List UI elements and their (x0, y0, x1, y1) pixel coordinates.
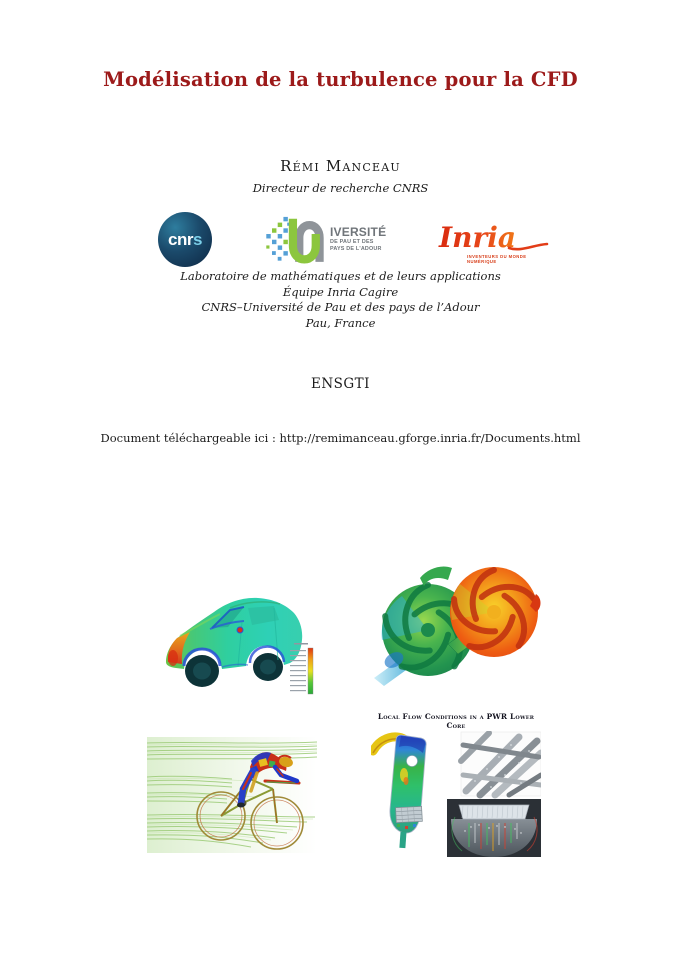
page-title: Modélisation de la turbulence pour la CFD (103, 68, 578, 91)
inria-tagline: INVENTEURS DU MONDE NUMÉRIQUE (467, 254, 527, 264)
impeller-cfd-image (368, 556, 542, 692)
uppa-name-text: IVERSITÉ (330, 225, 387, 239)
car-body (166, 598, 302, 687)
author-role: Directeur de recherche CNRS (252, 181, 429, 195)
author-name: Rémi Manceau (280, 157, 401, 175)
car-cfd-figure (146, 570, 322, 698)
cyclist-cfd-image (147, 737, 317, 853)
uppa-mark-icon (266, 215, 330, 267)
cnrs-wordmark: cnrs (168, 229, 202, 249)
pwr-cfd-figure (371, 710, 541, 850)
school-name: ENSGTI (310, 376, 371, 392)
download-prefix: Document téléchargeable ici : (100, 431, 280, 445)
cyclist-cfd-figure (147, 737, 317, 853)
inria-wordmark-icon (437, 221, 549, 255)
impeller-cfd-figure (368, 556, 542, 692)
cnrs-logo (158, 212, 212, 267)
car-colorbar (290, 643, 313, 694)
svg-text:Inria: Inria (439, 221, 516, 254)
affiliation-line: Équipe Inria Cagire (282, 284, 399, 299)
inria-logo (437, 221, 549, 263)
affiliation-line: Pau, France (305, 315, 376, 330)
pwr-cfd-image (371, 731, 541, 857)
car-cfd-image (146, 570, 322, 698)
pwr-lower-plenum (447, 799, 541, 857)
uppa-subtitle: DE PAU ET DES PAYS DE L'ADOUR (330, 239, 382, 252)
uppa-logo (266, 215, 406, 267)
affiliation-line: Laboratoire de mathématiques et de leurs applications (180, 269, 501, 283)
pwr-figure-title: Local Flow Conditions in a PWR Lower Core (377, 712, 535, 730)
pwr-guide-tube (373, 735, 426, 848)
pwr-rod-bundle (461, 732, 541, 796)
download-url[interactable]: http://remimanceau.gforge.inria.fr/Documents.html (279, 431, 581, 445)
affiliation-block (0, 269, 681, 331)
affiliation-line: CNRS–Université de Pau et des pays de l’Adour (201, 300, 480, 315)
download-line (0, 431, 681, 445)
uppa-pixel-squares (266, 217, 290, 261)
